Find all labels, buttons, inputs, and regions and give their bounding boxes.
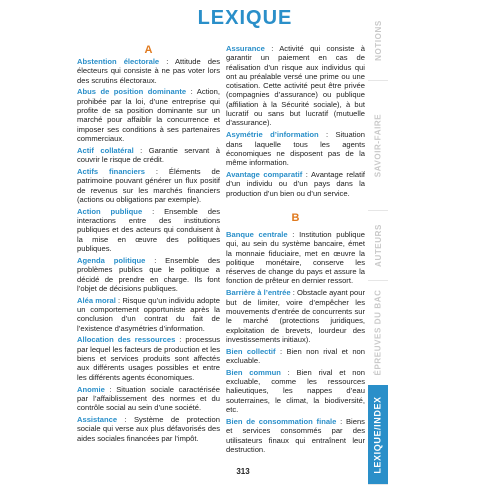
glossary-entry <box>226 170 365 198</box>
letter-heading-b: B <box>291 211 300 224</box>
entry-term: Agenda politique <box>77 255 146 265</box>
entry-term: Banque centrale <box>226 229 288 239</box>
entry-definition: : Bien non rival et non excluable. <box>226 346 365 365</box>
entry-definition: : Situation sociale caractérisée par l’affaiblissement des normes et du contrôle social au sein d’une société. <box>77 384 220 413</box>
glossary-entry <box>77 256 220 293</box>
glossary-entry <box>77 385 220 413</box>
tab-auteurs[interactable] <box>368 210 388 281</box>
entry-definition: : Éléments de patrimoine pouvant générer un flux positif de revenus sur les marchés financiers (actions ou obligations par exemple). <box>77 167 220 204</box>
page-title: LEXIQUE <box>197 7 293 29</box>
entry-term: Bien de consommation finale <box>226 416 337 426</box>
entry-definition: : Garantie servant à couvrir le risque de crédit. <box>77 145 220 165</box>
glossary-entry <box>226 288 365 344</box>
entry-term: Asymétrie d’information <box>226 130 319 140</box>
entry-term: Bien commun <box>226 367 281 377</box>
entry-definition: : Action, prohibée par la loi, d’une entreprise qui profite de sa position dominante sur un marché pour affaiblir la concurrence et imposer ses conditions à ses partenaires commerciaux. <box>77 87 220 143</box>
entry-term: Bien collectif <box>226 346 276 356</box>
entry-term: Abstention électorale <box>77 57 160 66</box>
glossary-entry <box>226 417 365 454</box>
entry-term: Anomie <box>77 384 105 394</box>
glossary-entry <box>77 207 220 253</box>
section-tabs-sidebar <box>368 0 388 484</box>
glossary-entry <box>77 296 220 333</box>
glossary-entry <box>77 415 220 443</box>
entry-definition: : Bien rival et non excluable, comme les ressources halieutiques, les nappes d’eau souterraines, le climat, la biodiversité, etc. <box>226 367 365 415</box>
entry-definition: : Risque qu’un individu adopte un comportement opportuniste après la conclusion d’un contrat du fait de l’existence d’asymétries d’information. <box>77 295 220 333</box>
entry-term: Aléa moral <box>77 295 116 305</box>
glossary-entry <box>77 146 220 165</box>
glossary-entry <box>226 130 365 167</box>
glossary-entry <box>77 87 220 143</box>
letter-heading-a: A <box>144 44 153 56</box>
entry-definition: : Avantage relatif d’un individu ou d’un pays dans la production d’un bien ou d’un service. <box>226 170 365 198</box>
tab-label: NOTIONS <box>373 19 383 61</box>
entry-term: Assurance <box>226 44 265 53</box>
entry-definition: : Institution publique qui, au sein du système bancaire, émet la monnaie fiduciaire, met en œuvre la politique monétaire, conserve les réserves de change du pays et assure la fonction de prêteur en dernier ressort. <box>226 229 365 286</box>
glossary-entry <box>77 167 220 204</box>
entry-term: Barrière à l’entrée <box>226 288 291 298</box>
glossary-entry <box>226 44 365 128</box>
tab-epreuves-du-bac[interactable] <box>368 280 388 386</box>
tab-label: SAVOIR-FAIRE <box>373 113 383 177</box>
glossary-entry <box>226 230 365 286</box>
tab-label: ÉPREUVES DU BAC <box>373 289 383 376</box>
tab-lexique-index[interactable] <box>368 385 388 485</box>
right-column <box>226 44 365 457</box>
glossary-entry <box>77 57 220 85</box>
entry-definition: : processus par lequel les facteurs de production et les biens et services produits sont affectés aux différents usages possibles et entre les différents agents économiques. <box>77 335 220 382</box>
entry-definition: : Système de protection sociale qui verse aux plus défavorisés des aides sociales financées par l’impôt. <box>77 415 220 443</box>
entry-term: Avantage comparatif <box>226 170 303 180</box>
entry-definition: : Attitude des électeurs qui consiste à ne pas voter lors des scrutins électoraux. <box>77 57 220 85</box>
glossary-entry <box>226 347 365 366</box>
tab-label: AUTEURS <box>373 223 383 267</box>
entry-term: Actifs financiers <box>77 167 145 177</box>
tab-notions[interactable] <box>368 0 388 81</box>
entry-term: Abus de position dominante <box>77 87 187 97</box>
glossary-entry <box>226 368 365 414</box>
entry-term: Action publique <box>77 206 143 216</box>
entry-definition: : Biens et services consommés par des utilisateurs finaux qui entraînent leur destruction. <box>226 416 365 454</box>
glossary-entry <box>77 335 220 381</box>
page-number: 313 <box>236 467 250 476</box>
entry-definition: : Obstacle ayant pour but de limiter, voire d’empêcher les mouvements d’entrée de concurrents sur le marché (protections juridiques, exploitation de brevets, lourdeur des investissements initiaux). <box>226 288 365 344</box>
left-column <box>77 44 220 446</box>
entry-term: Assistance <box>77 415 118 425</box>
entry-definition: : Ensemble des problèmes publics que le politique a décidé de prendre en charge. Ils font l’objet de décisions publiques. <box>77 255 221 293</box>
entry-definition: : Activité qui consiste à garantir un paiement en cas de réalisation d’un risque aux individus qui ont au préalable versé une prime ou une cotisation. Cette activité peut être privée (compagnies d’assurance) ou publique (affiliation à la Sécurité sociale), à but lucratif ou sans but lucratif (mutuelle d’assurance). <box>226 44 365 128</box>
tab-savoir-faire[interactable] <box>368 80 388 211</box>
tab-label: LEXIQUE/INDEX <box>373 395 384 474</box>
entry-definition: : Ensemble des interactions entre des institutions publiques et des acteurs qui conduisent à la mise en œuvre des politiques publiques. <box>77 206 221 254</box>
entry-definition: : Situation dans laquelle tous les agents économiques ne disposent pas de la même information. <box>226 130 366 168</box>
entry-term: Allocation des ressources <box>77 335 176 345</box>
entry-term: Actif collatéral <box>77 145 134 155</box>
